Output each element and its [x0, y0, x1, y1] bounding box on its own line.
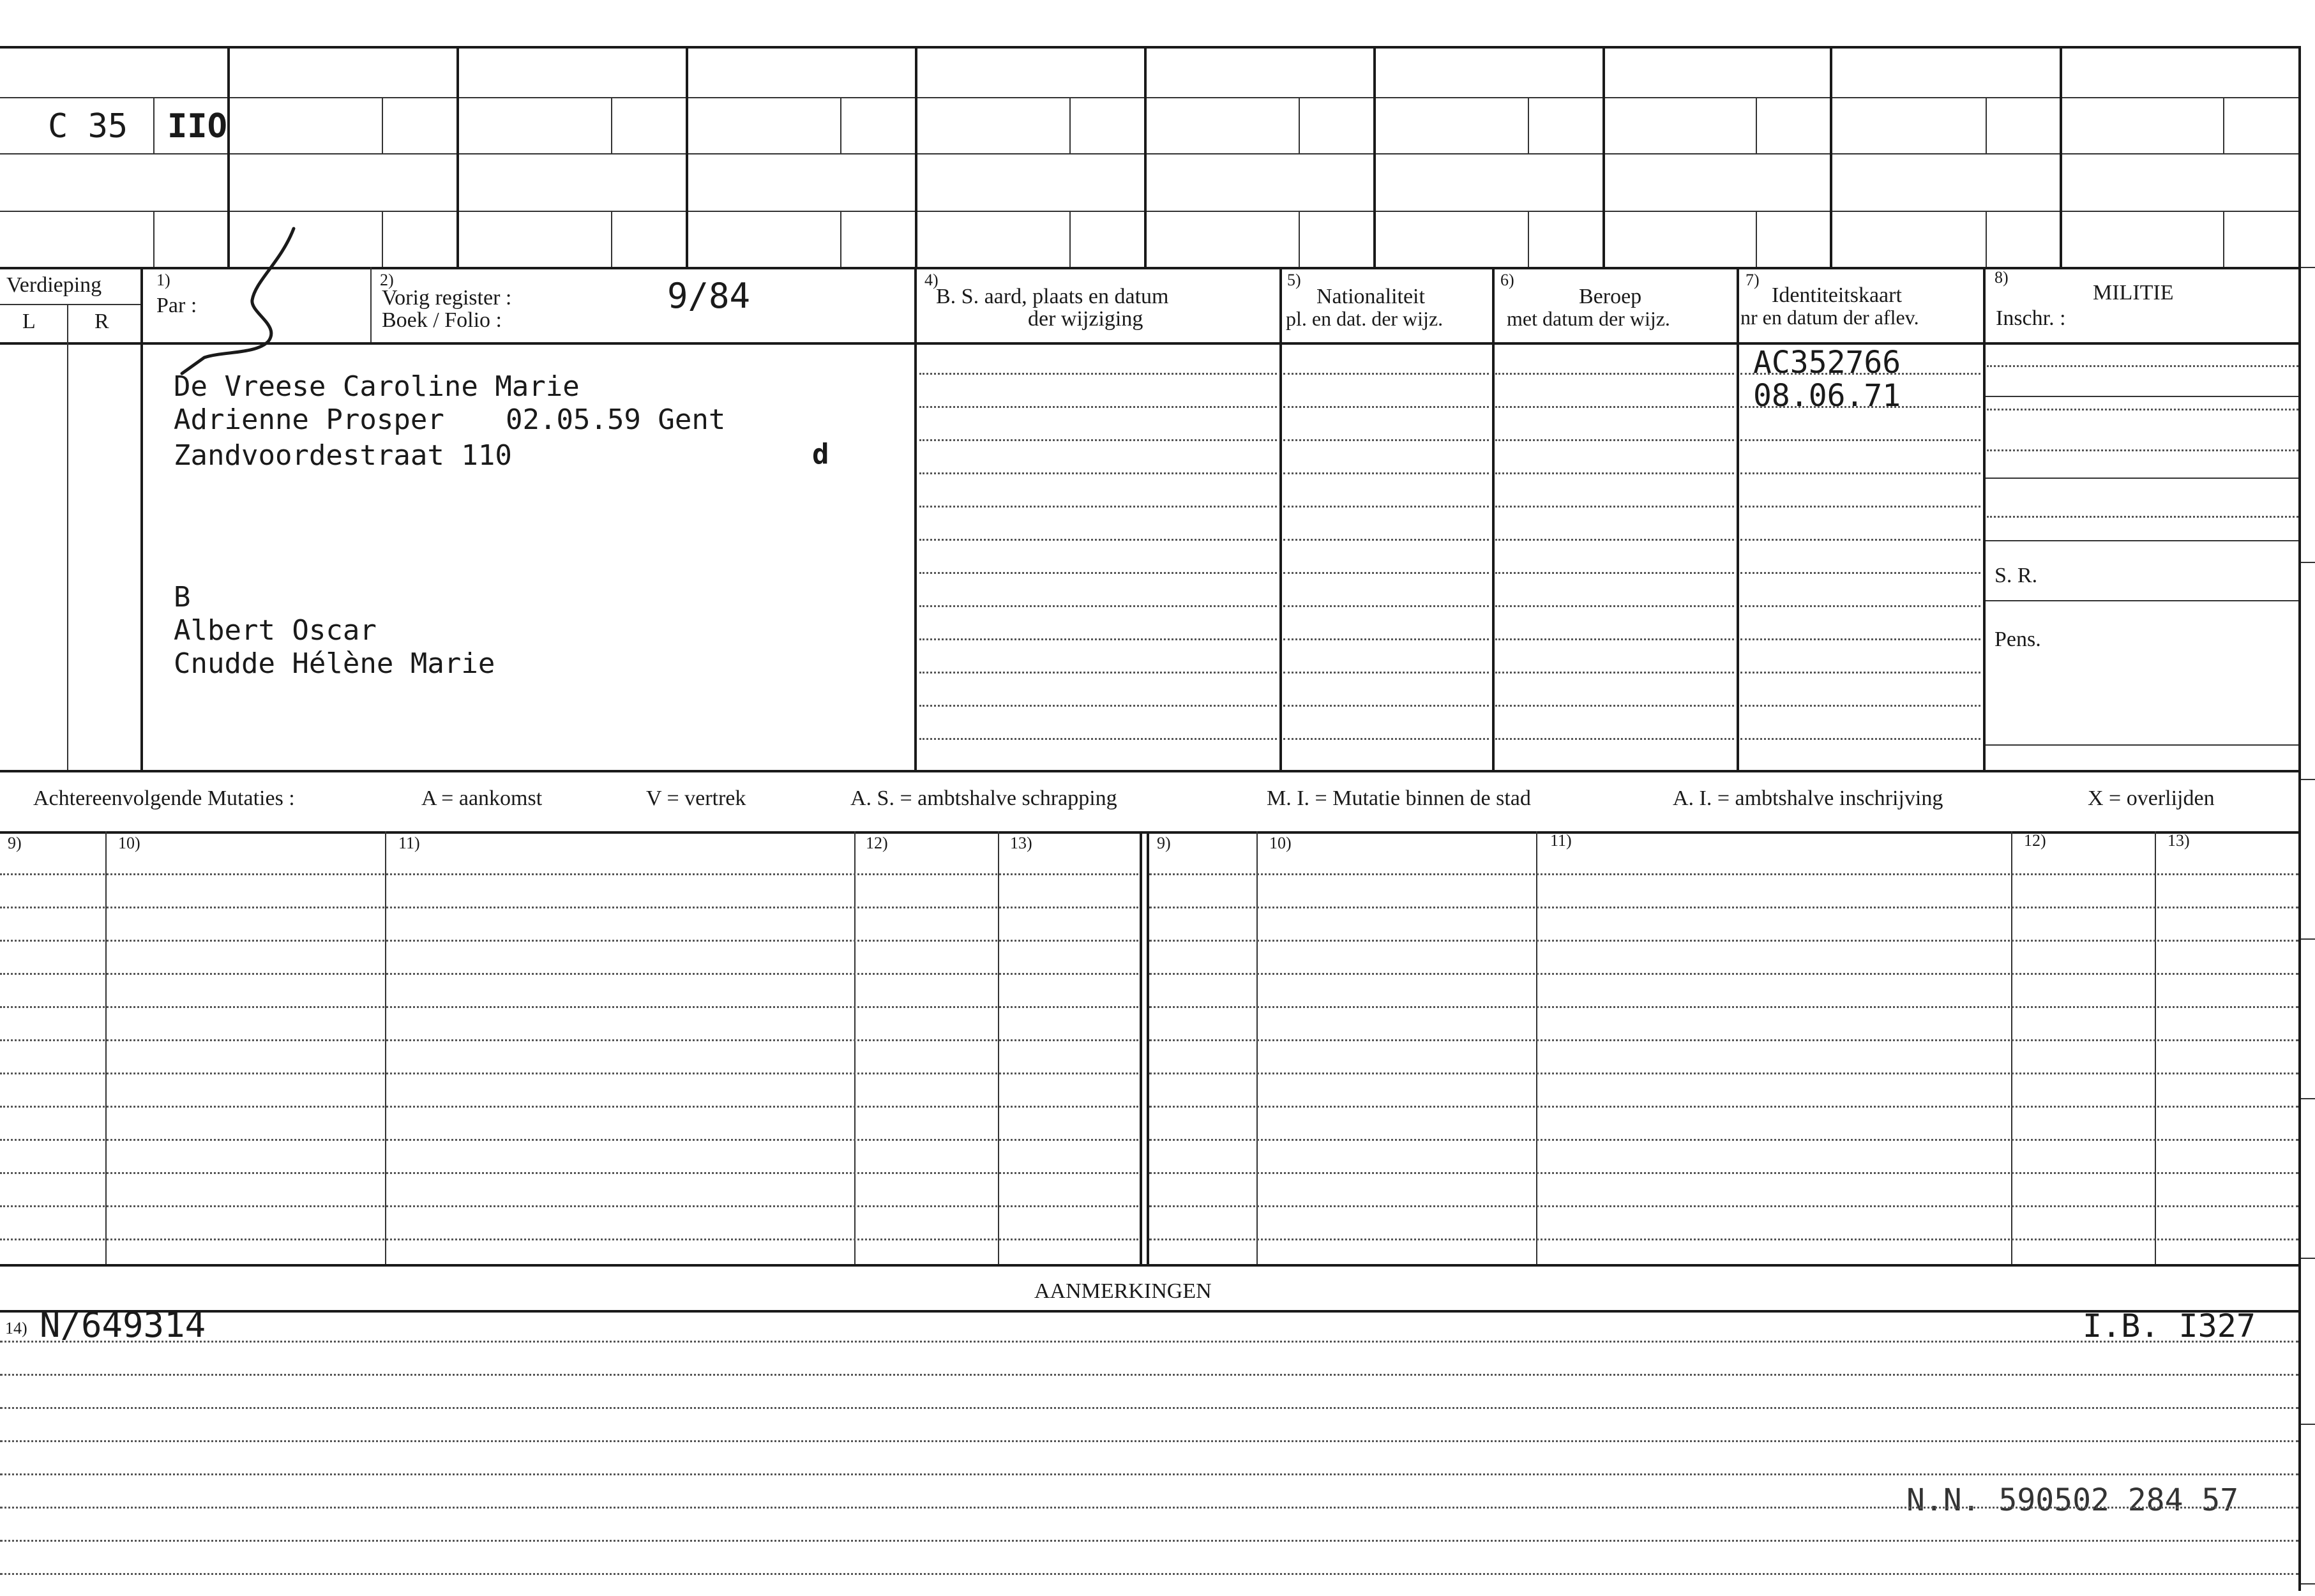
- mutation-col-10-right: 10): [1269, 834, 1292, 852]
- ruled-line: [1149, 907, 2298, 908]
- legend-aankomst: A = aankomst: [421, 787, 543, 810]
- top-grid-subdivider: [153, 97, 155, 153]
- col5-heading-line1: Nationaliteit: [1316, 285, 1425, 308]
- verdieping-left-label: L: [22, 310, 36, 333]
- ruled-line: [1495, 439, 1734, 441]
- mutation-col-10: 10): [118, 834, 140, 852]
- reference-code: C 35: [48, 107, 128, 146]
- legend-ambtshalve-inschrijving: A. I. = ambtshalve inschrijving: [1673, 787, 1943, 810]
- ruled-line: [0, 1039, 1138, 1041]
- top-grid-subdivider: [1986, 97, 1987, 153]
- top-grid-subdivider: [840, 97, 841, 153]
- ruled-line: [1149, 1039, 2298, 1041]
- col6-heading-line2: met datum der wijz.: [1507, 307, 1670, 330]
- ruled-line: [0, 1407, 2298, 1409]
- militie-rule: [1986, 396, 2298, 397]
- reference-number: IIO: [167, 107, 227, 146]
- militie-rule: [1986, 744, 2298, 746]
- mutation-column-divider: [854, 831, 856, 1264]
- col6-heading-line1: Beroep: [1579, 285, 1642, 308]
- edge-tick: [2301, 267, 2315, 268]
- ruled-line: [919, 738, 1277, 740]
- ruled-line: [1149, 1139, 2298, 1141]
- ruled-line: [1283, 439, 1489, 441]
- sr-label: S. R.: [1995, 564, 2038, 587]
- main-area-bottom-rule: [0, 770, 2298, 772]
- ruled-line: [1740, 373, 1980, 375]
- mutation-column-divider: [1256, 831, 1258, 1264]
- top-grid-subdivider: [1756, 97, 1757, 153]
- ruled-line: [1149, 1172, 2298, 1174]
- mutations-title: Achtereenvolgende Mutaties :: [33, 787, 295, 810]
- header-bottom-rule: [0, 342, 2298, 345]
- ruled-line: [1283, 638, 1489, 640]
- vorig-register-label: Vorig register :: [382, 286, 512, 310]
- ruled-line: [0, 1106, 1138, 1108]
- person-name: De Vreese Caroline Marie: [174, 370, 580, 403]
- ruled-line: [1149, 1238, 2298, 1240]
- ruled-line: [1149, 1106, 2298, 1108]
- column-divider: [914, 267, 917, 770]
- verdieping-lr-divider: [67, 304, 68, 770]
- remarks-value: N/649314: [40, 1305, 206, 1345]
- column-divider: [1983, 267, 1986, 770]
- ruled-line: [919, 439, 1277, 441]
- top-grid-rule: [0, 46, 2298, 49]
- remarks-number: 14): [5, 1319, 27, 1337]
- ruled-line: [1740, 605, 1980, 607]
- ruled-line: [919, 572, 1277, 574]
- mutation-col-9-right: 9): [1157, 834, 1171, 852]
- ruled-line: [0, 1507, 2298, 1509]
- top-grid-subdivider: [1299, 97, 1300, 153]
- national-number: N.N. 590502 284 57: [1906, 1482, 2239, 1518]
- relation-second-name: Cnudde Hélène Marie: [174, 647, 495, 680]
- verdieping-split-rule: [0, 304, 140, 305]
- top-grid-divider: [686, 46, 688, 267]
- ruled-line: [1987, 409, 2298, 410]
- edge-tick: [2301, 1424, 2315, 1425]
- top-grid-subdivider: [611, 97, 612, 153]
- ruled-line: [919, 472, 1277, 474]
- ruled-line: [1740, 638, 1980, 640]
- column-divider: [1279, 267, 1282, 770]
- ruled-line: [1495, 605, 1734, 607]
- ruled-line: [1740, 439, 1980, 441]
- verdieping-right-label: R: [94, 310, 109, 333]
- ruled-line: [1283, 506, 1489, 508]
- militie-heading: MILITIE: [2093, 281, 2174, 305]
- ruled-line: [1495, 406, 1734, 408]
- inschr-label: Inschr. :: [1996, 306, 2066, 330]
- mutation-column-divider: [385, 831, 386, 1264]
- top-grid-rule: [0, 97, 2298, 98]
- mutation-column-divider: [1536, 831, 1537, 1264]
- ruled-line: [1740, 406, 1980, 408]
- top-grid-subdivider: [1069, 97, 1071, 153]
- col4-heading-line1: B. S. aard, plaats en datum: [936, 285, 1169, 308]
- col4-number: 4): [924, 271, 939, 289]
- ruled-line: [0, 1238, 1138, 1240]
- top-grid-divider: [1144, 46, 1147, 267]
- ruled-line: [1495, 705, 1734, 707]
- ruled-line: [1283, 605, 1489, 607]
- top-grid-divider: [1602, 46, 1605, 267]
- mutation-col-9: 9): [8, 834, 22, 852]
- mutation-column-divider: [998, 831, 999, 1264]
- legend-overlijden: X = overlijden: [2088, 787, 2215, 810]
- ruled-line: [1740, 705, 1980, 707]
- ruled-line: [1495, 472, 1734, 474]
- top-grid-divider: [915, 46, 917, 267]
- relation-name: Albert Oscar: [174, 614, 377, 647]
- top-grid-subdivider: [1528, 97, 1529, 153]
- top-grid-divider: [456, 46, 459, 267]
- top-grid-divider: [2060, 46, 2062, 267]
- col5-heading-line2: pl. en dat. der wijz.: [1286, 307, 1444, 330]
- person-address: Zandvoordestraat 110: [174, 439, 512, 472]
- edge-tick: [2301, 1258, 2315, 1259]
- identity-card-number: AC352766: [1753, 345, 1901, 380]
- verdieping-label: Verdieping: [6, 273, 102, 297]
- card-right-edge: [2298, 46, 2301, 1591]
- ruled-line: [1495, 572, 1734, 574]
- top-grid-subdivider: [1756, 211, 1757, 267]
- mutation-col-12: 12): [866, 834, 888, 852]
- edge-tick: [2301, 779, 2315, 780]
- vorig-register-value: 9/84: [667, 276, 751, 316]
- top-grid-divider: [1830, 46, 1832, 267]
- edge-tick: [2301, 1583, 2315, 1585]
- ruled-line: [1495, 539, 1734, 541]
- ruled-line: [0, 907, 1138, 908]
- mutation-column-divider: [2155, 831, 2156, 1264]
- ruled-line: [0, 1341, 2298, 1343]
- ruled-line: [919, 406, 1277, 408]
- ruled-line: [1149, 873, 2298, 875]
- column-divider: [140, 267, 143, 770]
- ruled-line: [0, 1374, 2298, 1376]
- remarks-heading: AANMERKINGEN: [1034, 1279, 1212, 1303]
- top-grid-divider: [1373, 46, 1376, 267]
- mutation-center-divider: [1147, 831, 1149, 1264]
- ruled-line: [1149, 973, 2298, 975]
- mutation-center-divider: [1140, 831, 1142, 1264]
- ruled-line: [919, 373, 1277, 375]
- ruled-line: [919, 539, 1277, 541]
- top-grid-rule: [0, 211, 2298, 212]
- col7-heading-line1: Identiteitskaart: [1772, 283, 1902, 307]
- ruled-line: [1283, 406, 1489, 408]
- ruled-line: [1283, 472, 1489, 474]
- header-top-rule: [0, 267, 2298, 269]
- vorig-number: 2): [380, 271, 394, 289]
- mutation-col-12-right: 12): [2024, 831, 2046, 850]
- col5-number: 5): [1287, 271, 1301, 289]
- birth-date-place: 02.05.59 Gent: [506, 403, 726, 436]
- ruled-line: [919, 506, 1277, 508]
- column-divider: [1737, 267, 1739, 770]
- top-grid-subdivider: [2223, 97, 2224, 153]
- militie-rule: [1986, 478, 2298, 479]
- ruled-line: [1987, 449, 2298, 451]
- mutations-bottom-rule: [0, 1264, 2298, 1267]
- col6-number: 6): [1500, 271, 1514, 289]
- ruled-line: [0, 1540, 2298, 1542]
- legend-ambtshalve-schrapping: A. S. = ambtshalve schrapping: [850, 787, 1117, 810]
- mutation-col-13-right: 13): [2168, 831, 2190, 850]
- top-grid-subdivider: [2223, 211, 2224, 267]
- top-grid-rule: [0, 153, 2298, 154]
- top-grid-subdivider: [840, 211, 841, 267]
- edge-tick: [2301, 562, 2315, 563]
- edge-tick: [2301, 938, 2315, 940]
- remarks-top-rule: [0, 1310, 2298, 1313]
- ruled-line: [0, 940, 1138, 942]
- column-divider: [370, 267, 372, 342]
- person-parents: Adrienne Prosper: [174, 403, 444, 436]
- top-grid-subdivider: [1528, 211, 1529, 267]
- section-b-label: B: [174, 581, 191, 614]
- ruled-line: [1495, 506, 1734, 508]
- ruled-line: [0, 873, 1138, 875]
- ruled-line: [1283, 705, 1489, 707]
- column-divider: [1492, 267, 1495, 770]
- mutations-top-rule: [0, 831, 2298, 834]
- identity-card-date: 08.06.71: [1753, 378, 1901, 414]
- ruled-line: [0, 973, 1138, 975]
- ruled-line: [1283, 672, 1489, 674]
- boek-folio-label: Boek / Folio :: [382, 308, 502, 332]
- ruled-line: [0, 1473, 2298, 1475]
- ruled-line: [1149, 1073, 2298, 1074]
- top-grid-subdivider: [1299, 211, 1300, 267]
- ruled-line: [1740, 539, 1980, 541]
- ruled-line: [1283, 373, 1489, 375]
- ruled-line: [1740, 506, 1980, 508]
- ruled-line: [919, 672, 1277, 674]
- ruled-line: [1740, 672, 1980, 674]
- ruled-line: [1149, 940, 2298, 942]
- ruled-line: [1283, 539, 1489, 541]
- ruled-line: [0, 1205, 1138, 1207]
- top-grid-subdivider: [382, 97, 383, 153]
- militie-rule: [1986, 600, 2298, 601]
- top-grid-subdivider: [1986, 211, 1987, 267]
- ruled-line: [0, 1172, 1138, 1174]
- ruled-line: [919, 705, 1277, 707]
- legend-mutatie-binnen-stad: M. I. = Mutatie binnen de stad: [1267, 787, 1531, 810]
- top-grid-subdivider: [1069, 211, 1071, 267]
- col7-number: 7): [1746, 271, 1760, 289]
- ruled-line: [1987, 365, 2298, 367]
- col8-number: 8): [1995, 268, 2009, 287]
- mutation-column-divider: [2011, 831, 2012, 1264]
- par-label: Par :: [156, 294, 197, 317]
- mutation-column-divider: [105, 831, 107, 1264]
- ruled-line: [1740, 738, 1980, 740]
- mutation-col-13: 13): [1010, 834, 1032, 852]
- col7-heading-line2: nr en datum der aflev.: [1740, 306, 1919, 329]
- ruled-line: [1149, 1006, 2298, 1008]
- ruled-line: [0, 1440, 2298, 1442]
- ruled-line: [1495, 738, 1734, 740]
- edge-tick: [2301, 1098, 2315, 1099]
- ruled-line: [0, 1006, 1138, 1008]
- ruled-line: [0, 1573, 2298, 1575]
- ruled-line: [1283, 738, 1489, 740]
- signature-mark: [179, 223, 319, 383]
- par-number: 1): [156, 271, 170, 289]
- militie-rule: [1986, 540, 2298, 541]
- ruled-line: [1495, 373, 1734, 375]
- top-grid-subdivider: [611, 211, 612, 267]
- ruled-line: [919, 638, 1277, 640]
- mutation-col-11: 11): [398, 834, 420, 852]
- col4-heading-line2: der wijziging: [1028, 307, 1143, 331]
- ruled-line: [1495, 638, 1734, 640]
- top-grid-subdivider: [382, 211, 383, 267]
- ib-number: I.B. I327: [2083, 1307, 2256, 1344]
- ruled-line: [1495, 672, 1734, 674]
- ruled-line: [1740, 572, 1980, 574]
- ruled-line: [1283, 572, 1489, 574]
- ruled-line: [1740, 472, 1980, 474]
- ruled-line: [1987, 516, 2298, 518]
- legend-vertrek: V = vertrek: [646, 787, 746, 810]
- ruled-line: [0, 1073, 1138, 1074]
- ruled-line: [1149, 1205, 2298, 1207]
- mutation-col-11-right: 11): [1550, 831, 1572, 850]
- ruled-line: [919, 605, 1277, 607]
- pens-label: Pens.: [1995, 628, 2041, 651]
- marker-d: d: [812, 438, 829, 471]
- ruled-line: [0, 1139, 1138, 1141]
- top-grid-subdivider: [153, 211, 155, 267]
